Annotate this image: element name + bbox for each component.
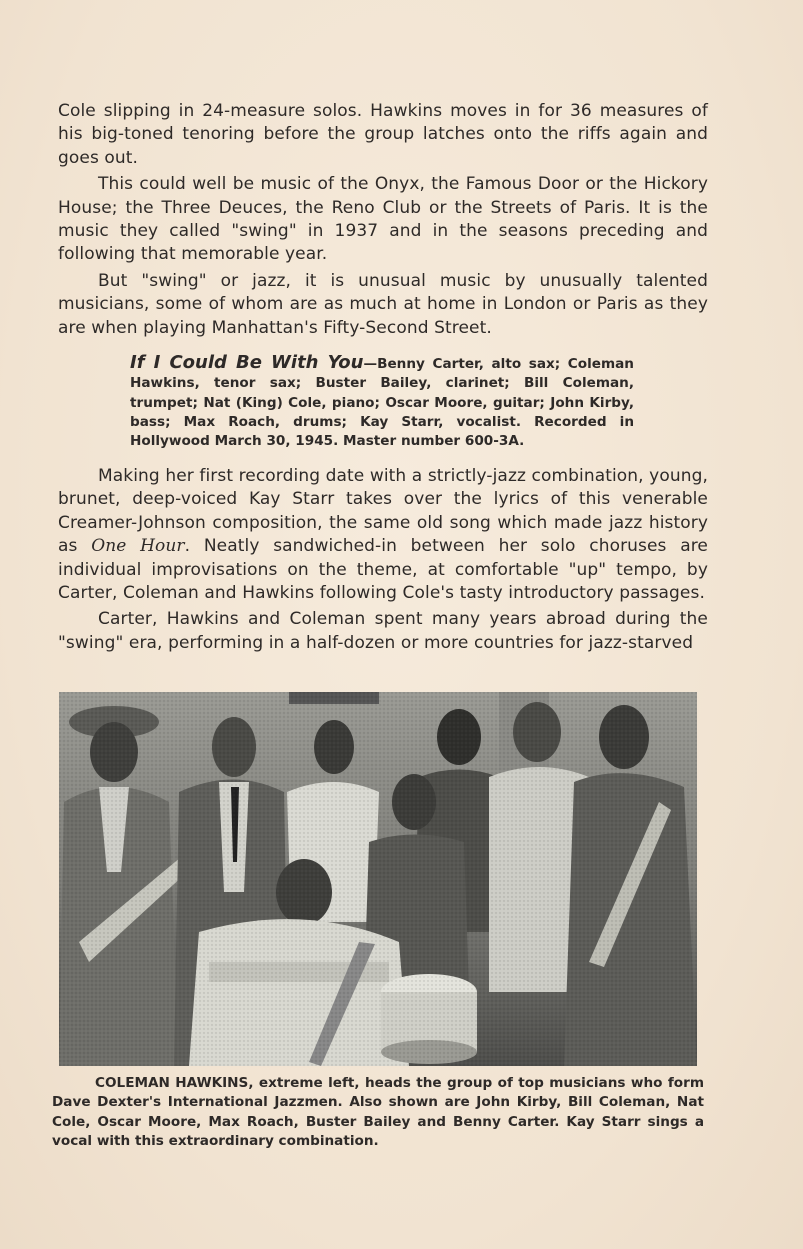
credit-details: Benny Carter, alto sax; Coleman Hawkins, tenor sax; Buster Bailey, clarinet; Bill Coleman, trumpet; Nat (King) Cole, piano; Oscar Moore, guitar; John Kirby, bass; Max Roach, drums; Kay Starr, vocalist. Recorded in Hollywood March 30, 1945. Master number 600-3A. [130, 356, 634, 450]
body-text-middle [58, 465, 708, 655]
band-photo-illustration [59, 692, 697, 1066]
song-title: If I Could Be With You [130, 352, 364, 373]
caption-text: extreme left, heads the group of top musicians who form Dave Dexter's International Jazzmen. Also shown are John Kirby, Bill Coleman, Nat Cole, Oscar Moore, Max Roach, Buster Bailey and Benny Carter. Kay Starr sings a vocal with this extraordinary combination. [52, 1075, 704, 1149]
paragraph-4 [58, 465, 708, 605]
paragraph-3: But "swing" or jazz, it is unusual music by unusually talented musicians, some of whom are as much at home in London or Paris as they are when playing Manhattan's Fifty-Second Street. [58, 270, 708, 338]
photo-caption [52, 1074, 704, 1151]
body-text-top [58, 100, 708, 340]
paragraph-1: Cole slipping in 24-measure solos. Hawkins moves in for 36 measures of his big-toned tenoring before the group latches onto the riffs again and goes out. [58, 101, 708, 168]
paragraph-4-end: . Neatly sandwiched-in between her solo choruses are individual improvisations on the theme, at comfortable "up" tempo, by Carter, Coleman and Hawkins following Cole's tasty introductory passages. [58, 536, 708, 604]
one-hour-title: One Hour [91, 536, 185, 557]
recording-credit [130, 353, 634, 451]
paragraph-2: This could well be music of the Onyx, the Famous Door or the Hickory House; the Three Deuces, the Reno Club or the Streets of Paris. It is the music they called "swing" in 1937 and in the seasons preceding and following that memorable year. [58, 174, 708, 265]
paragraph-4-start: Making her first recording date with a strictly-jazz combination, young, brunet, deep-voiced Kay Starr takes over the lyrics of this venerable Creamer-Johnson composition, the same old song which made jazz history as [58, 466, 708, 557]
credit-dash: — [363, 356, 378, 372]
paragraph-5: Carter, Hawkins and Coleman spent many years abroad during the "swing" era, performing in a half-dozen or more countries for jazz-starved [58, 609, 708, 653]
band-photo [59, 692, 697, 1066]
caption-lead: COLEMAN HAWKINS, [95, 1075, 254, 1091]
